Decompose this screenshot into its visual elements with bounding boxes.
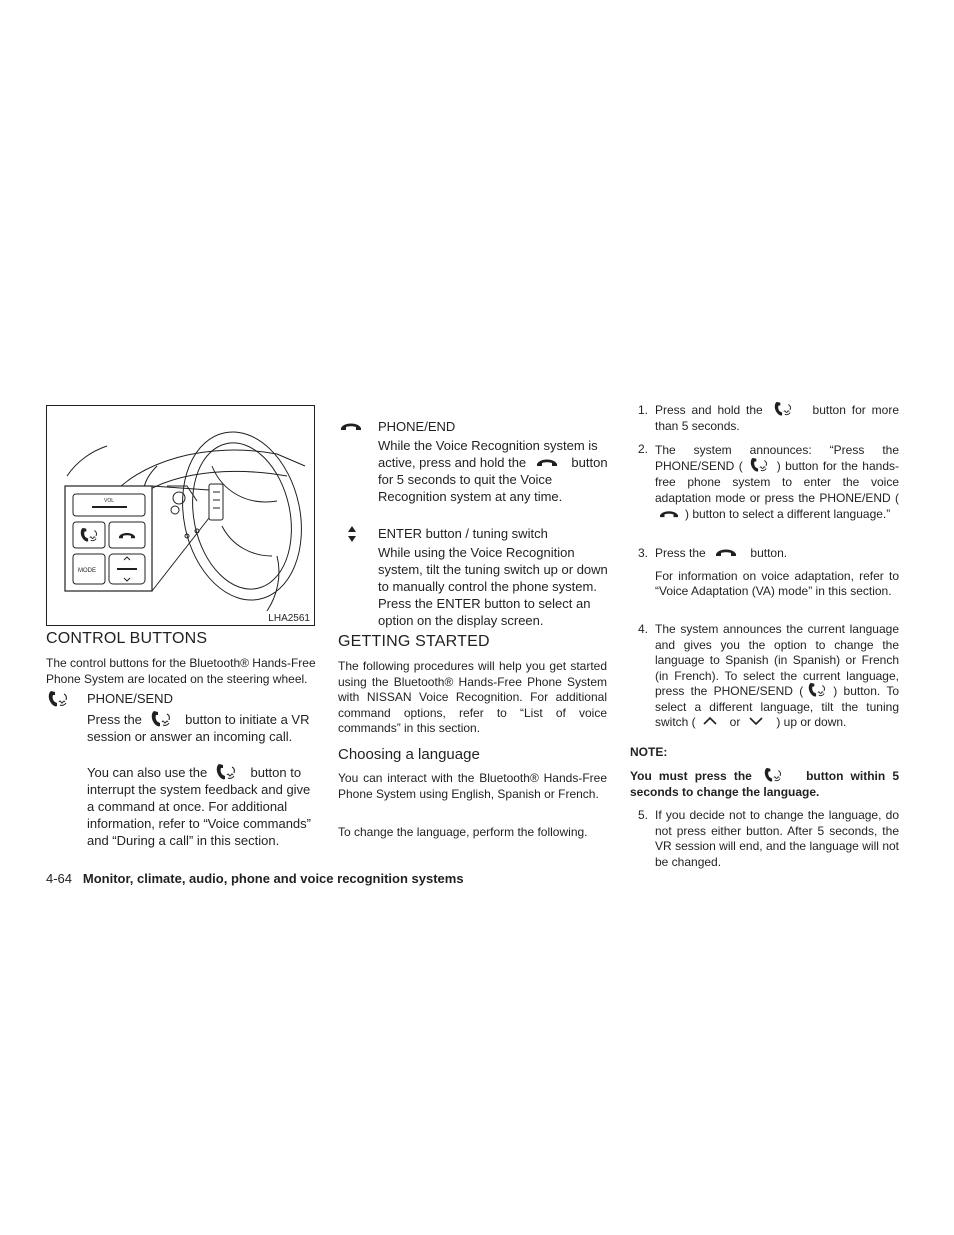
- phone-end-icon: [715, 547, 737, 557]
- step-1-text-a: Press and hold the: [655, 403, 763, 417]
- chevron-down-icon: [748, 716, 764, 726]
- control-buttons-intro: The control buttons for the Bluetooth® Hands-Free Phone System are located on the steering wheel.: [46, 656, 316, 686]
- phone-end-icon: [536, 457, 558, 467]
- phone-send-label: PHONE/SEND: [87, 691, 173, 706]
- para2-text-a: You can also use the: [87, 765, 208, 780]
- para2-text-b: button to interrupt the system feedback and give a command at once. For additional information, refer to “Voice commands” and “During a call” in this section.: [87, 765, 311, 848]
- phone-send-icon: [763, 767, 783, 783]
- enter-body: While using the Voice Recognition system, tilt the tuning switch up or down to manually control the phone system. Press the ENTER button to select an option on the display screen.: [378, 545, 608, 628]
- step-4: [630, 622, 899, 731]
- phone-send-para-1: [87, 711, 317, 745]
- step-number: 1.: [638, 403, 649, 417]
- section-title: Monitor, climate, audio, phone and voice recognition systems: [82, 871, 464, 886]
- note-title: NOTE:: [630, 745, 668, 759]
- voice-adaptation-note: For information on voice adaptation, refer to “Voice Adaptation (VA) mode” in this section.: [655, 568, 899, 598]
- steering-wheel-drawing: [47, 406, 314, 625]
- step-number: 5.: [638, 808, 649, 822]
- step-4-or: or: [729, 715, 741, 729]
- getting-started-body: The following procedures will help you get started using the Bluetooth® Hands-Free Phone System with NISSAN Voice Recognition. For additional command options, refer to “List of voice commands” in this section.: [338, 659, 607, 735]
- pe-text-a: While the Voice Recognition system is active, press and hold the: [378, 438, 598, 470]
- mode-label: MODE: [78, 568, 96, 574]
- step-text: [655, 546, 899, 562]
- vol-label: VOL: [104, 498, 115, 504]
- step-text: [655, 403, 899, 434]
- figure-label: LHA2561: [268, 613, 310, 624]
- step-3-text-a: Press the: [655, 546, 706, 560]
- step-1: [630, 403, 899, 434]
- choosing-language-heading: Choosing a language: [338, 746, 480, 763]
- phone-end-icon: [659, 509, 679, 518]
- para1-text-a: Press the: [87, 712, 142, 727]
- choosing-language-body-2: To change the language, perform the following.: [338, 825, 588, 839]
- note-text-a: You must press the: [630, 769, 752, 783]
- step-1-text-b: button for more than 5 seconds.: [655, 403, 899, 433]
- phone-end-para: [378, 437, 608, 505]
- phone-send-icon: [47, 690, 69, 708]
- tuning-switch-icon: [347, 525, 357, 543]
- step-text: If you decide not to change the language, do not press either button. After 5 seconds, the VR session will end, and the language will not be changed.: [655, 808, 899, 869]
- step-2-text-a: The system announces: “Press the PHONE/SEND (: [655, 443, 899, 473]
- step-2-text-c: ) button to select a different language.”: [685, 507, 891, 521]
- step-text: [655, 622, 899, 731]
- note-text-b: button within 5 seconds to change the language.: [630, 769, 899, 799]
- control-buttons-heading: CONTROL BUTTONS: [46, 630, 208, 647]
- pe-text-b: button for 5 seconds to quit the Voice Recognition system at any time.: [378, 455, 608, 504]
- phone-end-icon: [340, 421, 362, 431]
- step-5: [630, 808, 899, 870]
- steering-wheel-illustration: [46, 405, 315, 626]
- choosing-language-body: You can interact with the Bluetooth® Hands-Free Phone System using English, Spanish or French.: [338, 771, 607, 801]
- language-steps: [630, 403, 899, 873]
- step-text: [655, 442, 899, 522]
- step-3-text-b: button.: [750, 546, 788, 560]
- step-4-text-b: ) button. To select a different language, tilt the tuning switch (: [655, 684, 899, 729]
- phone-send-para-2: [87, 764, 317, 849]
- para1-text-b: button to initiate a VR session or answer an incoming call.: [87, 712, 310, 744]
- phone-end-label: PHONE/END: [378, 419, 456, 434]
- step-number: 4.: [638, 622, 649, 636]
- chevron-up-icon: [702, 716, 718, 726]
- step-number: 3.: [638, 546, 649, 560]
- step-3: [630, 546, 899, 600]
- getting-started-heading: GETTING STARTED: [338, 633, 490, 650]
- page-number: 4-64: [46, 871, 73, 886]
- step-4-text-c: ) up or down.: [776, 715, 847, 729]
- phone-send-icon: [150, 710, 172, 728]
- page-footer: [46, 871, 464, 886]
- phone-send-icon: [807, 682, 827, 698]
- step-2-text-b: ) button for the hands-free phone system to enter the voice adaptation mode or press the PHONE/END (: [655, 459, 899, 505]
- note-body: [630, 769, 899, 800]
- phone-send-icon: [773, 401, 793, 417]
- phone-send-icon: [749, 457, 769, 473]
- enter-label: ENTER button / tuning switch: [378, 526, 548, 541]
- step-2: [630, 442, 899, 522]
- step-4-text-a: The system announces the current language and gives you the option to change the language to Spanish (in Spanish) or French (in French). To select the current language, press the PHONE/SEND (: [655, 622, 899, 698]
- step-number: 2.: [638, 442, 649, 456]
- phone-send-icon: [215, 763, 237, 781]
